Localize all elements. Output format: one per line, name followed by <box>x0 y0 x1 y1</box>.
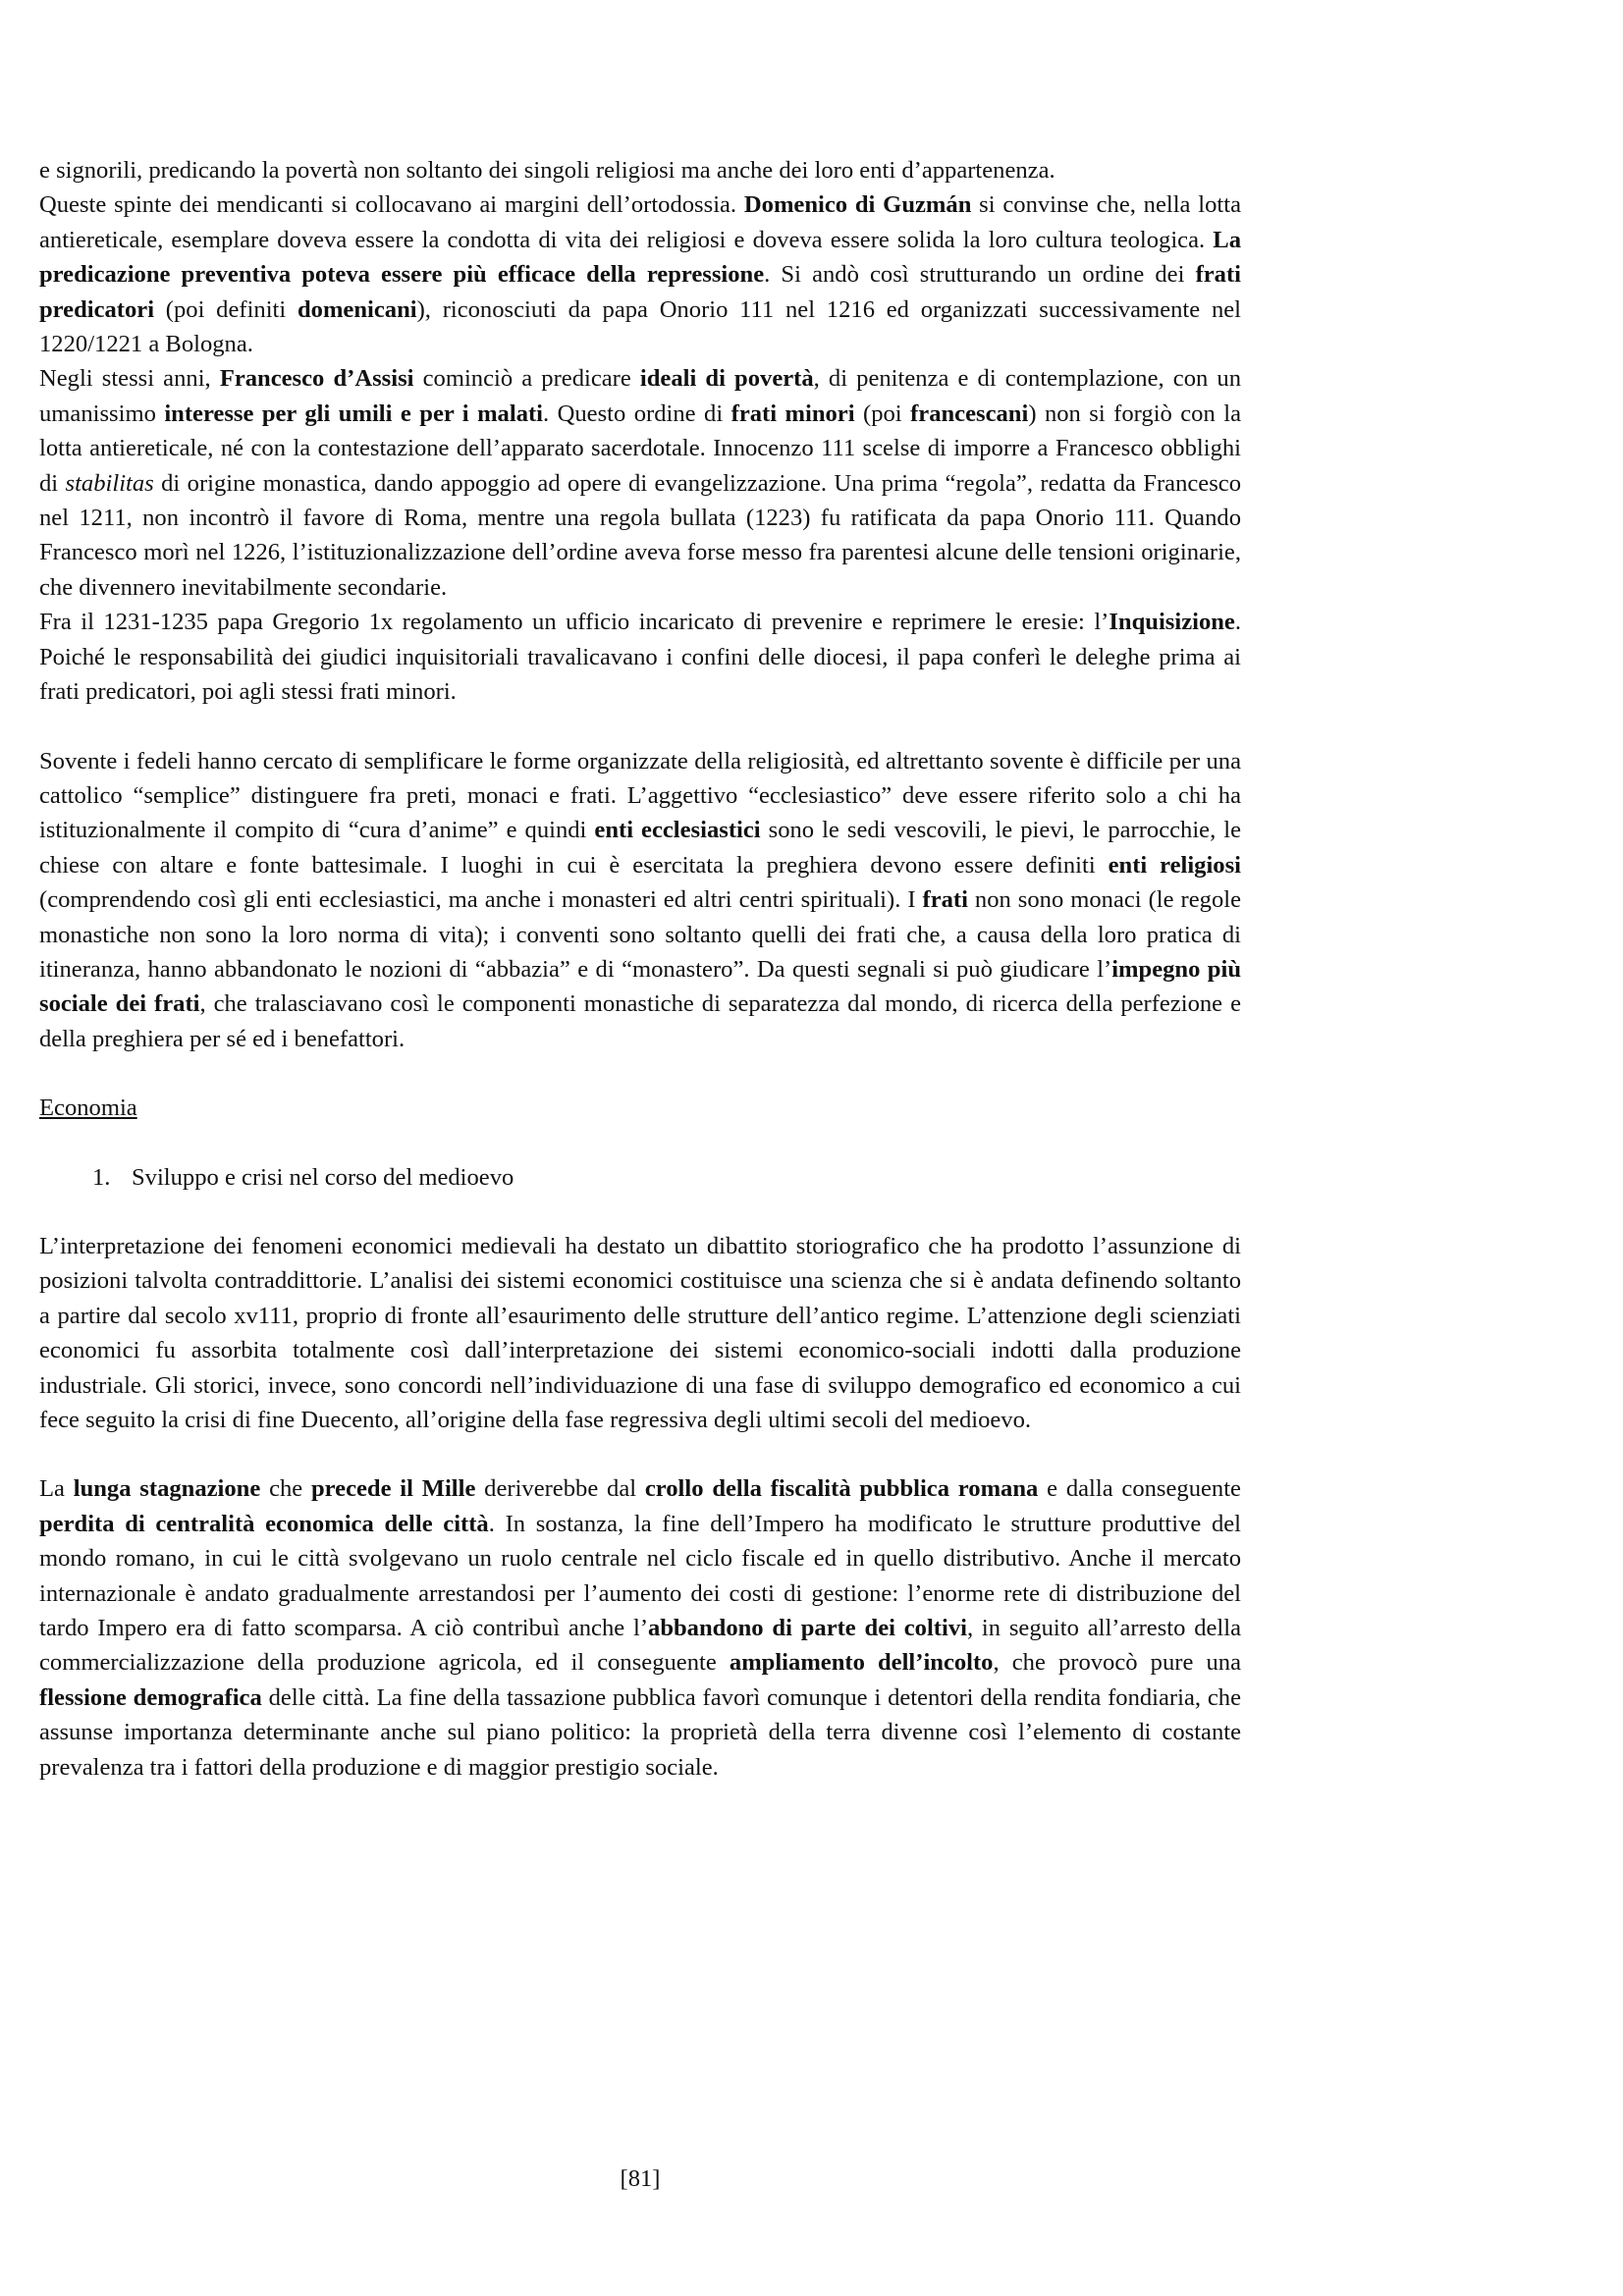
bold-term: frati minori <box>730 400 855 427</box>
bold-term: enti religiosi <box>1108 851 1241 879</box>
bold-term: flessione demografica <box>39 1683 262 1711</box>
paragraph-gap <box>39 1437 1241 1471</box>
paragraph-gap <box>39 1056 1241 1091</box>
paragraph-mendicants-poverty: e signorili, predicando la povertà non soltanto dei singoli religiosi ma anche dei loro enti d’appartenenza. <box>39 157 1055 184</box>
bold-term: ideali di povertà <box>639 365 814 393</box>
paragraph-domenico: Queste spinte dei mendicanti si collocavano ai margini dell’ortodossia. Domenico di Guzmán si convinse che, nella lotta antiereticale, esemplare doveva essere la condotta di vita dei religiosi e doveva essere solida la loro cultura teologica. La predicazione preventiva poteva essere più efficace della repressione. Si andò così strutturando un ordine dei frati predicatori (poi definiti domenicani), riconosciuti da papa Onorio 111 nel 1216 ed organizzati successivamente nel 1220/1221 a Bologna. <box>39 191 1241 358</box>
bold-term: frati <box>922 886 968 914</box>
bold-term: francescani <box>910 400 1029 427</box>
bold-term: crollo della fiscalità pubblica romana <box>644 1475 1039 1503</box>
bold-term: impegno più sociale dei frati <box>39 955 1241 1018</box>
bold-term: ampliamento dell’incolto <box>729 1649 994 1677</box>
numbered-list-item <box>39 1160 1241 1195</box>
paragraph-lunga-stagnazione: La lunga stagnazione che precede il Mille deriverebbe dal crollo della fiscalità pubblica romana e dalla conseguente perdita di centralità economica delle città. In sostanza, la fine dell’Impero ha modificato le strutture produttive del mondo romano, in cui le città svolgevano un ruolo centrale nel ciclo fiscale ed in quello distributivo. Anche il mercato internazionale è andato gradualmente arrestandosi per l’aumento dei costi di gestione: l’enorme rete di distribuzione del tardo Impero era di fatto scomparsa. A ciò contribuì anche l’abbandono di parte dei coltivi, in seguito all’arresto della commercializzazione della produzione agricola, ed il conseguente ampliamento dell’incolto, che provocò pure una flessione demografica delle città. La fine della tassazione pubblica favorì comunque i detentori della rendita fondiaria, che assunse importanza determinante anche sul piano politico: la proprietà della terra divenne così l’elemento di costante prevalenza tra i fattori della produzione e di maggior prestigio sociale. <box>39 1475 1242 1781</box>
bold-term: interesse per gli umili e per i malati <box>164 400 544 427</box>
bold-term: lunga stagnazione <box>73 1475 261 1503</box>
bold-term: enti ecclesiastici <box>594 817 761 844</box>
bold-term: precede il Mille <box>311 1475 476 1503</box>
bold-term: Francesco d’Assisi <box>219 365 414 393</box>
bold-term: domenicani <box>297 295 417 323</box>
paragraph-enti-religiosi: Sovente i fedeli hanno cercato di semplificare le forme organizzate della religiosità, ed altrettanto sovente è difficile per una cattolico “semplice” distinguere fra preti, monaci e frati. L’aggettivo “ecclesiastico” deve essere riferito solo a chi ha istituzionalmente il compito di “cura d’anime” e quindi enti ecclesiastici sono le sedi vescovili, le pievi, le parrocchie, le chiese con altare e fonte battesimale. I luoghi in cui è esercitata la preghiera devono essere definiti enti religiosi (comprendendo così gli enti ecclesiastici, ma anche i monasteri ed altri centri spirituali). I frati non sono monaci (le regole monastiche non sono la loro norma di vita); i conventi sono soltanto quelli dei frati che, a causa della loro pratica di itineranza, hanno abbandonato le nozioni di “abbazia” e di “monastero”. Da questi segnali si può giudicare l’impegno più sociale dei frati, che tralasciavano così le componenti monastiche di separatezza dal mondo, di ricerca della perfezione e della preghiera per sé ed i benefattori. <box>39 747 1242 1052</box>
page-number: [81] <box>620 2165 661 2192</box>
bold-term: Domenico di Guzmán <box>743 191 972 219</box>
bold-term: Inquisizione <box>1109 609 1235 636</box>
paragraph-gap <box>39 710 1241 744</box>
list-number: 1. <box>92 1163 111 1191</box>
paragraph-francesco: Negli stessi anni, Francesco d’Assisi cominciò a predicare ideali di povertà, di penitenza e di contemplazione, con un umanissimo interesse per gli umili e per i malati. Questo ordine di frati minori (poi francescani) non si forgiò con la lotta antiereticale, né con la contestazione dell’apparato sacerdotale. Innocenzo 111 scelse di imporre a Francesco obblighi di stabilitas di origine monastica, dando appoggio ad opere di evangelizzazione. Una prima “regola”, redatta da Francesco nel 1211, non incontrò il favore di Roma, mentre una regola bullata (1223) fu ratificata da papa Onorio 111. Quando Francesco morì nel 1226, l’istituzionalizzazione dell’ordine aveva forse messo fra parentesi alcune delle tensioni originarie, che divennero inevitabilmente secondarie. <box>39 365 1242 601</box>
paragraph-inquisizione: Fra il 1231-1235 papa Gregorio 1x regolamento un ufficio incaricato di prevenire e reprimere le eresie: l’Inquisizione. Poiché le responsabilità dei giudici inquisitoriali travalicavano i confini delle diocesi, il papa conferì le deleghe prima ai frati predicatori, poi agli stessi frati minori. <box>39 609 1241 706</box>
document-page <box>39 153 1241 1785</box>
bold-term: perdita di centralità economica delle città <box>39 1510 489 1537</box>
italic-term: stabilitas <box>65 469 154 497</box>
list-item-text: Sviluppo e crisi nel corso del medioevo <box>132 1163 514 1191</box>
bold-term: frati predicatori <box>39 261 1241 323</box>
paragraph-gap <box>39 1126 1241 1160</box>
paragraph-economic-interpretation: L’interpretazione dei fenomeni economici medievali ha destato un dibattito storiografico che ha prodotto l’assunzione di posizioni talvolta contraddittorie. L’analisi dei sistemi economici costituisce una scienza che si è andata definendo soltanto a partire dal secolo xv111, proprio di fronte all’esaurimento delle strutture dell’antico regime. L’attenzione degli scienziati economici fu assorbita totalmente così dall’interpretazione dei sistemi economico-sociali indotti dalla produzione industriale. Gli storici, invece, sono concordi nell’individuazione di una fase di sviluppo demografico ed economico a cui fece seguito la crisi di fine Duecento, all’origine della fase regressiva degli ultimi secoli del medioevo. <box>39 1232 1241 1433</box>
section-heading-economia: Economia <box>39 1095 137 1122</box>
bold-term: abbandono di parte dei coltivi <box>648 1615 967 1642</box>
bold-term: La predicazione preventiva poteva essere più efficace della repressione <box>39 226 1241 289</box>
paragraph-gap <box>39 1195 1241 1229</box>
